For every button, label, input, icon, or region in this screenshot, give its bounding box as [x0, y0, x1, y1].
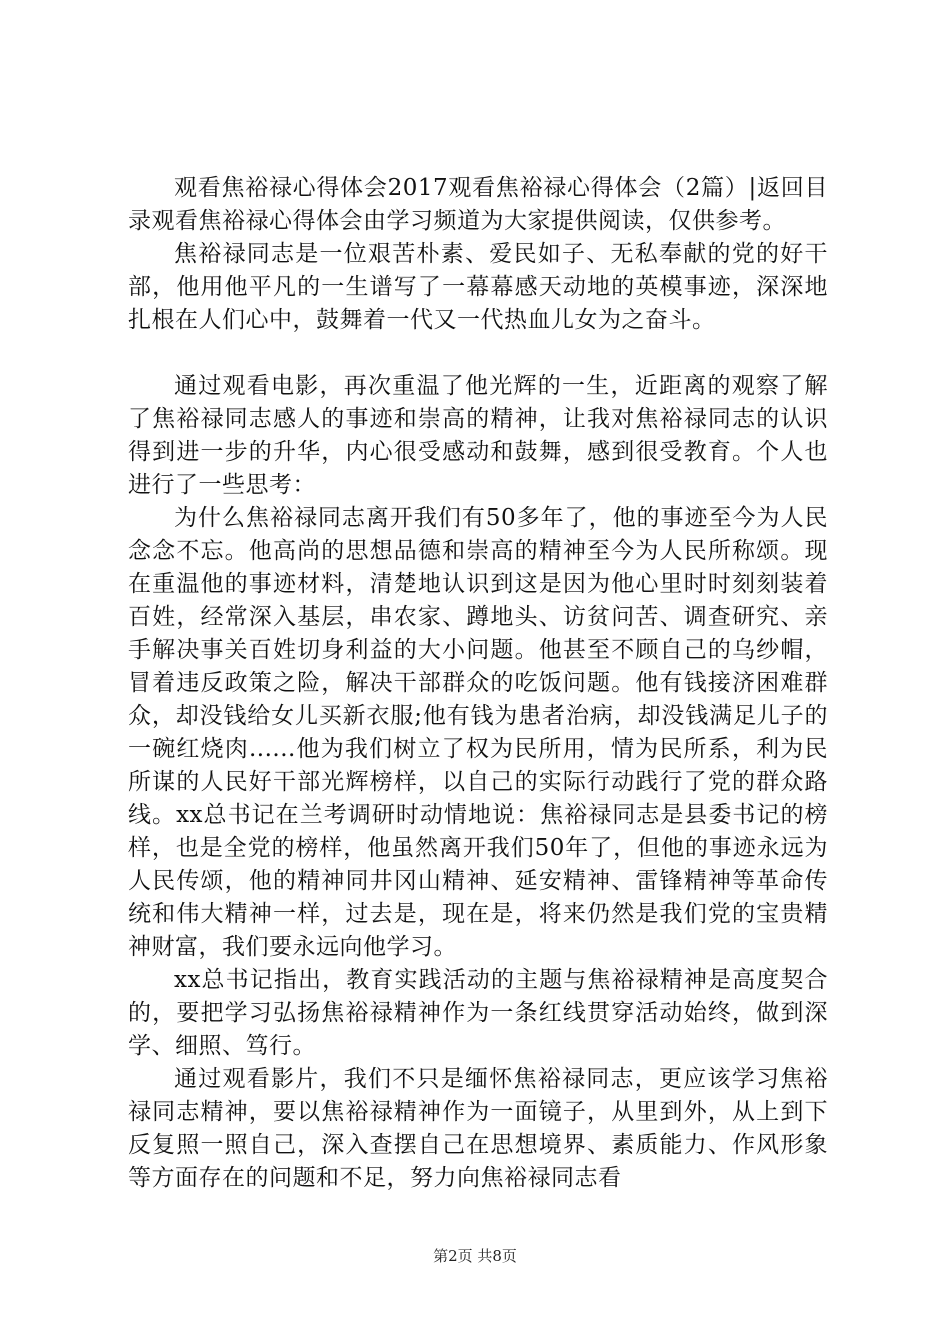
paragraph-jiao-yulu-intro: 焦裕禄同志是一位艰苦朴素、爱民如子、无私奉献的党的好干部，他用他平凡的一生谱写了一幕幕感天动地的英模事迹，深深地扎根在人们心中，鼓舞着一代又一代热血儿女为之奋斗。 [128, 241, 828, 333]
paragraph-why-remembered: 为什么焦裕禄同志离开我们有50多年了，他的事迹至今为人民念念不忘。他高尚的思想品德和崇高的精神至今为人民所称颂。现在重温他的事迹材料，清楚地认识到这是因为他心里时时刻刻装着百姓，经常深入基层，串农家、蹲地头、访贫问苦、调查研究、亲手解决事关百姓切身利益的大小问题。他甚至不顾自己的乌纱帽，冒着违反政策之险，解决干部群众的吃饭问题。他有钱接济困难群众，却没钱给女儿买新衣服;他有钱为患者治病，却没钱满足儿子的一碗红烧肉......他为我们树立了权为民所用，情为民所系，利为民所谋的人民好干部光辉榜样，以自己的实际行动践行了党的群众路线。xx总书记在兰考调研时动情地说：焦裕禄同志是县委书记的榜样，也是全党的榜样，他虽然离开我们50年了，但他的事迹永远为人民传颂，他的精神同井冈山精神、延安精神、雷锋精神等革命传统和伟大精神一样，过去是，现在是，将来仍然是我们党的宝贵精神财富，我们要永远向他学习。 [128, 505, 828, 960]
paragraph-learn-spirit: 通过观看影片，我们不只是缅怀焦裕禄同志，更应该学习焦裕禄同志精神，要以焦裕禄精神作为一面镜子，从里到外，从上到下反复照一照自己，深入查摆自己在思想境界、素质能力、作风形象等方面存在的问题和不足，努力向焦裕禄同志看 [128, 1066, 828, 1191]
page-footer: 第2页 共8页 [433, 1247, 517, 1265]
paragraph-general-secretary: xx总书记指出，教育实践活动的主题与焦裕禄精神是高度契合的，要把学习弘扬焦裕禄精神作为一条红线贯穿活动始终，做到深学、细照、笃行。 [128, 967, 828, 1059]
document-body [128, 172, 828, 1195]
paragraph-intro: 观看焦裕禄心得体会2017观看焦裕禄心得体会（2篇）|返回目录观看焦裕禄心得体会由学习频道为大家提供阅读，仅供参考。 [128, 175, 828, 234]
paragraph-watching-film: 通过观看电影，再次重温了他光辉的一生，近距离的观察了解了焦裕禄同志感人的事迹和崇高的精神，让我对焦裕禄同志的认识得到进一步的升华，内心很受感动和鼓舞，感到很受教育。个人也进行了一些思考： [128, 373, 828, 498]
